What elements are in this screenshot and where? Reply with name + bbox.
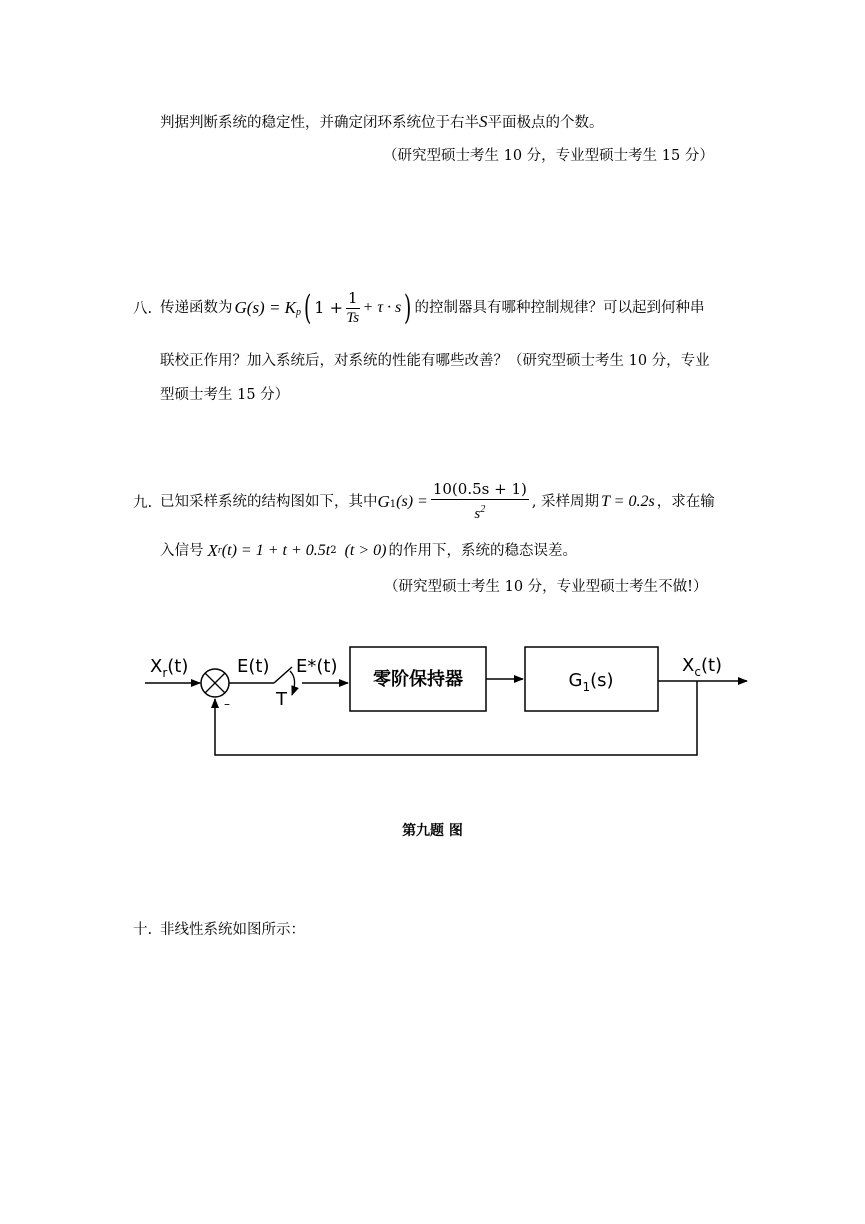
q8-tail: + τ · s [362,299,402,316]
q8-number: 八. [133,301,153,317]
q9-line2 [160,542,577,560]
var-s: S [479,112,488,131]
q8-fraction [346,290,360,327]
sampler-period-label: T [276,689,287,710]
q10-number: 十. [133,922,153,938]
block-diagram [140,635,760,765]
block2-label: $G_1(s)$ [568,670,614,694]
q8-line2: 联校正作用？加入系统后，对系统的性能有哪些改善？（研究型硕士考生 10 分，专业 [160,353,710,369]
q8-line3: 型硕士考生 15 分） [160,387,290,403]
q9-T-eq: T = 0.2s [601,493,655,510]
error-label: E(t) [237,656,270,677]
q8-frac-num: 1 [347,288,358,307]
score-question-7: （研究型硕士考生 10 分，专业型硕士考生 15 分） [383,148,714,164]
q9-X-sub: r [217,545,222,556]
q9-frac-den [474,500,485,523]
summing-junction [201,669,229,697]
q9-number: 九. [133,495,153,511]
q9-X-tail: (t) = 1 + t + 0.5t [221,542,331,559]
input-label: $X_r(t)$ [150,656,189,680]
q8-one-plus: 1 + [314,298,343,317]
sampled-label: E*(t) [296,656,338,677]
q9-l2-post: 的作用下，系统的稳态误差。 [388,543,577,559]
q8-post: 的控制器具有哪种控制规律？可以起到何种串 [414,300,705,316]
q9-X-sup: 2 [330,545,337,556]
q9-line1 [160,480,715,524]
q9-cond: (t > 0) [344,542,387,559]
q9-den-s: s [474,506,481,522]
q9-pre: 已知采样系统的结构图如下，其中 [160,494,378,510]
q9-den-sup: 2 [480,504,486,515]
q9-X: X [207,541,218,560]
q9-post: ，求在输 [656,494,715,510]
q9-G1: G [377,492,390,511]
q10-text: 非线性系统如图所示： [160,922,305,938]
q9-G1-tail: (s) = [396,493,428,510]
q8-G: G(s) = K [234,298,297,317]
sampler-arrow [290,671,295,695]
output-label: $X_c(t)$ [682,655,723,679]
right-paren: ) [404,288,412,328]
q8-pre: 传递函数为 [160,300,233,316]
left-paren: ( [304,288,312,328]
figure-caption: 第九题 图 [402,823,463,839]
q8-sub-p: p [296,307,302,318]
q9-fraction [431,481,529,523]
sampler-switch [274,667,292,683]
q9-l2-pre: 入信号 [160,543,204,559]
q9-score: （研究型硕士考生 10 分，专业型硕士考生不做!） [384,579,708,595]
cont-text-a: 判据判断系统的稳定性，并确定闭环系统位于右半 [160,115,479,131]
minus-sign: – [224,697,230,711]
q8-frac-den: Ts [346,309,360,326]
continuation-line [160,113,604,132]
block1-label: 零阶保持器 [373,669,463,690]
q9-frac-num: 10(0.5s + 1) [432,480,527,498]
q9-mid: , 采样周期 [531,494,600,510]
q8-line1 [160,288,705,328]
cont-text-b: 平面极点的个数。 [487,115,604,131]
q9-G1-sub: 1 [389,499,397,510]
